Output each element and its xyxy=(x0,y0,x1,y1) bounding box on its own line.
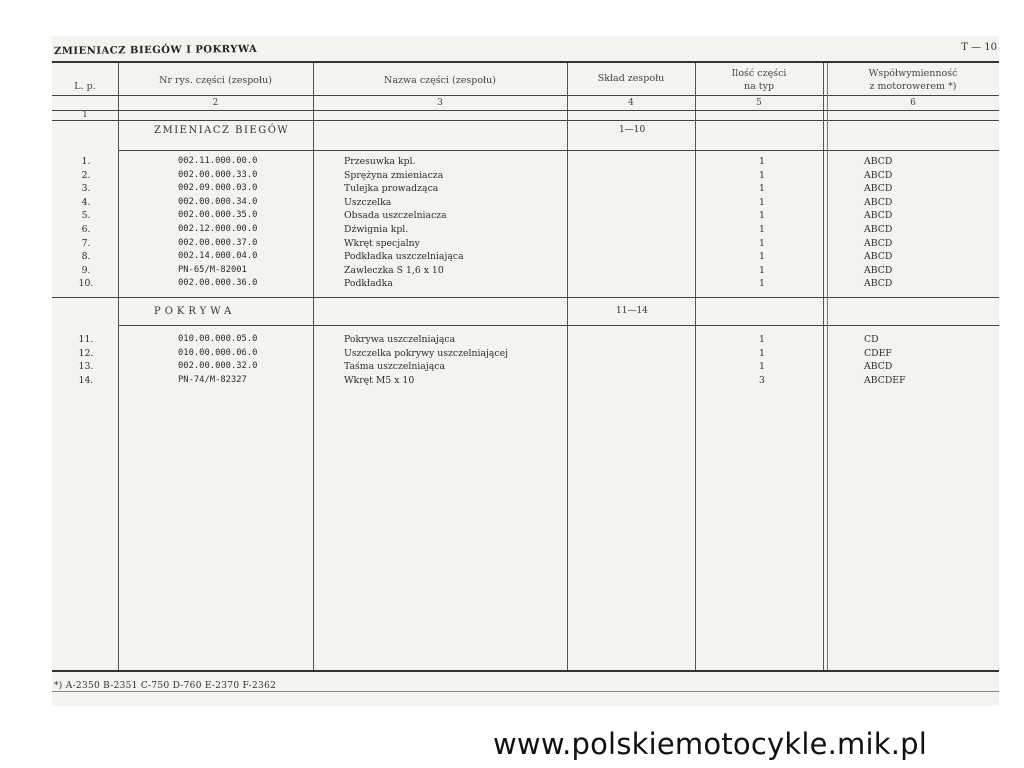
row-part-number: 002.11.000.00.0 xyxy=(178,156,258,166)
row-compatibility: ABCD xyxy=(864,237,893,249)
row-quantity: 1 xyxy=(759,210,765,222)
row-part-number: 002.14.000.04.0 xyxy=(178,251,258,262)
section-title: POKRYWA xyxy=(154,306,236,317)
row-compatibility: ABCD xyxy=(864,361,893,373)
column-number: 5 xyxy=(756,98,762,108)
table-row xyxy=(52,182,999,196)
row-part-number: 002.00.000.32.0 xyxy=(178,361,258,372)
row-part-name: Sprężyna zmieniacza xyxy=(344,169,444,181)
row-lp: 14. xyxy=(78,374,94,386)
section-range: 11—14 xyxy=(616,306,648,316)
row-part-number: 002.00.000.36.0 xyxy=(178,278,258,289)
top-rule xyxy=(52,61,999,63)
row-part-name: Dźwignia kpl. xyxy=(344,224,409,235)
table-body-rule xyxy=(52,120,999,121)
row-quantity: 1 xyxy=(759,361,765,373)
section2-rule xyxy=(118,325,999,326)
row-part-number: PN-74/M-82327 xyxy=(178,374,247,385)
table-row xyxy=(52,223,999,237)
row-part-name: Tulejka prowadząca xyxy=(344,183,439,195)
column-number: 2 xyxy=(212,98,219,108)
column-number: 3 xyxy=(437,98,443,108)
row-quantity: 1 xyxy=(759,169,765,181)
table-row xyxy=(52,196,999,210)
table-row xyxy=(52,374,999,388)
column-number: 6 xyxy=(910,98,916,108)
row-part-number: 002.00.000.33.0 xyxy=(178,169,258,180)
table-row xyxy=(52,360,999,374)
row-part-number: 002.00.000.35.0 xyxy=(178,210,258,221)
row-lp: 7. xyxy=(81,237,91,249)
row-lp: 4. xyxy=(81,196,91,208)
section1-rule xyxy=(118,150,999,151)
row-part-number: 002.00.000.34.0 xyxy=(178,196,258,207)
row-quantity: 1 xyxy=(759,183,765,195)
row-compatibility: ABCD xyxy=(864,224,893,235)
row-quantity: 1 xyxy=(759,237,765,249)
table-row xyxy=(52,277,999,291)
number-rule xyxy=(52,110,999,111)
row-compatibility: ABCD xyxy=(864,210,893,222)
column-number: 1 xyxy=(82,110,88,120)
header-quantity: Ilość części na typ xyxy=(731,68,787,92)
row-part-name: Wkręt M5 x 10 xyxy=(344,374,415,386)
row-lp: 13. xyxy=(78,361,94,373)
row-quantity: 1 xyxy=(759,334,765,345)
header-assembly: Skład zespołu xyxy=(597,73,665,84)
footnote-rule xyxy=(52,691,999,692)
table-row xyxy=(52,169,999,183)
row-lp: 10. xyxy=(78,278,94,290)
row-quantity: 1 xyxy=(759,278,765,290)
row-compatibility: CD xyxy=(864,334,879,345)
row-part-number: 002.09.000.03.0 xyxy=(178,183,258,194)
row-lp: 2. xyxy=(81,169,91,181)
row-part-name: Zawleczka S 1,6 x 10 xyxy=(344,264,444,276)
table-row xyxy=(52,264,999,278)
header-lp: L. p. xyxy=(74,81,96,92)
header-part-name: Nazwa części (zespołu) xyxy=(384,75,496,86)
row-part-name: Wkręt specjalny xyxy=(344,237,420,249)
row-part-number: 010.00.000.05.0 xyxy=(178,334,258,344)
section2-top-rule xyxy=(52,297,999,298)
header-part-number: Nr rys. części (zespołu) xyxy=(159,75,272,86)
row-part-name: Pokrywa uszczelniająca xyxy=(344,334,456,345)
header-compatibility: Współwymienność z motorowerem *) xyxy=(868,68,958,92)
row-lp: 1. xyxy=(81,156,91,167)
row-quantity: 1 xyxy=(759,347,765,359)
row-lp: 12. xyxy=(78,347,94,359)
row-compatibility: ABCD xyxy=(864,196,893,208)
column-number: 4 xyxy=(628,98,634,108)
document-title: ZMIENIACZ BIEGÓW I POKRYWA xyxy=(53,43,258,58)
row-quantity: 1 xyxy=(759,156,765,167)
row-quantity: 1 xyxy=(759,196,765,208)
row-part-name: Podkładka xyxy=(344,278,393,290)
row-part-name: Taśma uszczelniająca xyxy=(344,361,446,373)
row-compatibility: ABCD xyxy=(864,264,893,276)
row-compatibility: CDEF xyxy=(864,347,892,359)
scanned-page xyxy=(52,36,999,706)
row-part-number: PN-65/M-82001 xyxy=(178,264,247,275)
row-lp: 11. xyxy=(78,334,94,345)
row-part-number: 010.00.000.06.0 xyxy=(178,347,258,358)
table-row xyxy=(52,209,999,223)
table-row xyxy=(52,155,999,169)
table-row xyxy=(52,237,999,251)
row-part-name: Uszczelka pokrywy uszczelniającej xyxy=(344,347,509,359)
row-compatibility: ABCD xyxy=(864,169,893,181)
row-part-name: Uszczelka xyxy=(344,196,392,208)
watermark-url: www.polskiemotocykle.mik.pl xyxy=(493,727,928,761)
header-rule xyxy=(52,95,999,96)
row-compatibility: ABCD xyxy=(864,278,893,290)
section-title: ZMIENIACZ BIEGÓW xyxy=(154,125,290,136)
row-compatibility: ABCD xyxy=(864,183,893,195)
table-row xyxy=(52,250,999,264)
footnote: *) A-2350 B-2351 C-750 D-760 E-2370 F-2362 xyxy=(54,681,277,691)
section-range: 1—10 xyxy=(619,125,646,135)
row-quantity: 1 xyxy=(759,251,765,263)
row-part-name: Przesuwka kpl. xyxy=(344,156,416,167)
row-compatibility: ABCDEF xyxy=(864,374,906,386)
row-compatibility: ABCD xyxy=(864,156,893,167)
row-compatibility: ABCD xyxy=(864,251,893,263)
row-part-number: 002.12.000.00.0 xyxy=(178,224,258,234)
row-lp: 6. xyxy=(81,224,91,235)
page-number: T — 10 xyxy=(961,42,997,53)
bottom-rule xyxy=(52,670,999,672)
row-part-name: Obsada uszczelniacza xyxy=(344,210,447,222)
row-lp: 3. xyxy=(81,183,91,195)
row-lp: 8. xyxy=(81,251,91,263)
row-part-name: Podkładka uszczelniająca xyxy=(344,251,464,263)
table-row xyxy=(52,347,999,361)
row-part-number: 002.00.000.37.0 xyxy=(178,237,258,248)
row-lp: 9. xyxy=(81,264,91,276)
row-lp: 5. xyxy=(81,210,91,222)
row-quantity: 3 xyxy=(759,374,765,386)
row-quantity: 1 xyxy=(759,224,765,235)
table-row xyxy=(52,333,999,347)
row-quantity: 1 xyxy=(759,264,765,276)
